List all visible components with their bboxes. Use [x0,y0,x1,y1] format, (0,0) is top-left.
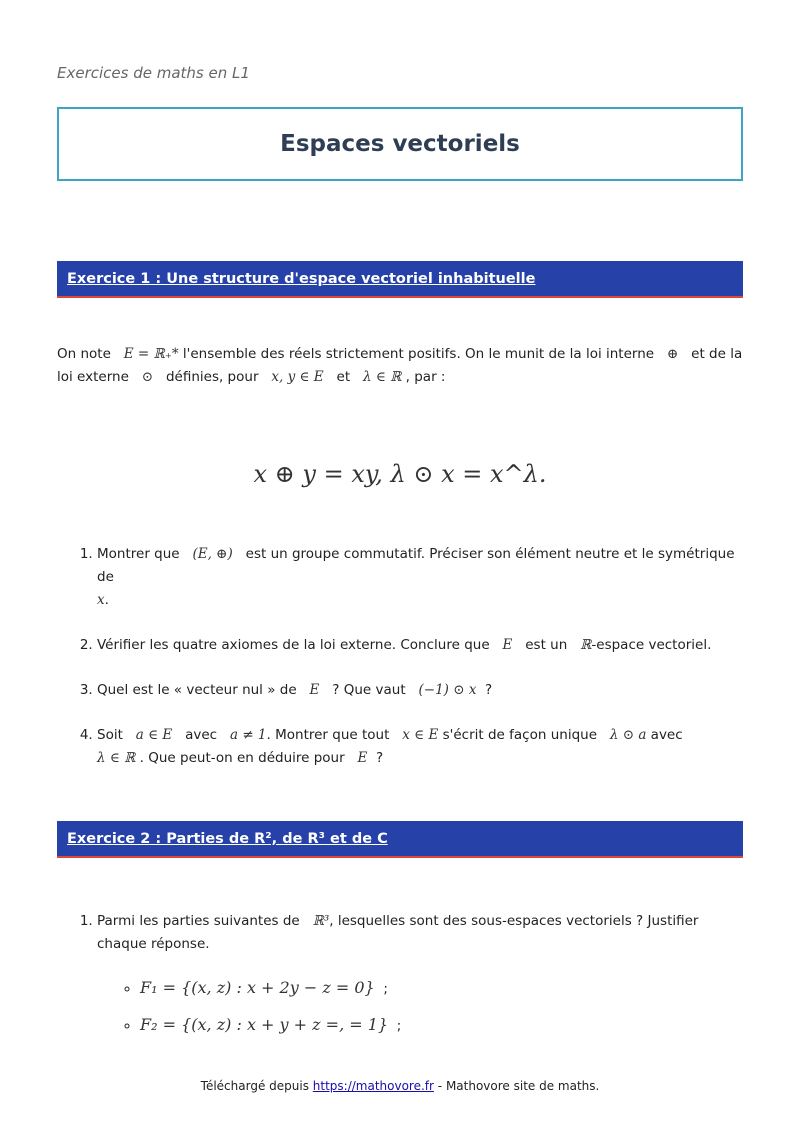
intro-text-5: et [336,369,351,385]
q3-math-2: (−1) ⊙ x [418,682,477,698]
q4-text-a: Soit [97,727,123,743]
exercise-1-title[interactable]: Exercice 1 : Une structure d'espace vectoriel inhabituelle [67,270,536,287]
ex2-q1-math-1: ℝ³ [312,913,330,929]
q4-math-4: λ ⊙ a [609,727,647,743]
footer [0,1079,800,1093]
footer-link[interactable]: https://mathovore.fr [312,1079,434,1093]
ex2-q1-text-b: , lesquelles sont des sous-espaces vectoriels ? Justifier chaque réponse. [97,913,699,952]
subset-f1 [140,978,401,997]
q1-math-2: x [97,592,105,608]
q1-text-a: Montrer que [97,546,180,562]
subset-f2 [140,1015,401,1034]
q2-text-c: -espace vectoriel. [591,637,712,653]
footer-text-after: - Mathovore site de maths. [437,1079,600,1093]
q4-text-f: . Que peut-on en déduire pour [139,750,345,766]
subset-f2-end: ; [396,1018,402,1034]
q4-text-e: avec [650,727,683,743]
q2-text-a: Vérifier les quatre axiomes de la loi externe. Conclure que [97,637,490,653]
display-equation: x ⊕ y = xy, λ ⊙ x = x^λ. [253,460,547,488]
q3-text-c: ? [485,682,493,698]
subset-f1-end: ; [383,981,388,997]
exercise-2-header [57,821,743,858]
q4-math-3: x ∈ E [402,727,439,743]
exercise-2-question-1 [97,910,747,956]
intro-text-1: On note [57,346,111,362]
question-4 [97,724,747,770]
intro-text-2: l'ensemble des réels strictement positifs. On le munit de la loi interne [182,346,655,362]
q2-text-b: est un [525,637,568,653]
title-box [57,107,743,181]
q3-text-a: Quel est le « vecteur nul » de [97,682,297,698]
exercise-2-subset-list [120,978,401,1052]
exercise-1-intro [57,343,747,389]
q1-math-1: (E, ⊕) [192,546,233,562]
intro-text-6: , par : [405,369,446,385]
intro-text-4: définies, pour [165,369,259,385]
question-2 [97,634,747,657]
q4-math-5: λ ∈ ℝ [97,750,136,766]
page-title: Espaces vectoriels [280,131,520,157]
q4-text-d: s'écrit de façon unique [442,727,597,743]
q1-text-b: est un groupe commutatif. Préciser son élément neutre et le symétrique de [97,546,735,585]
ex2-q1-text-a: Parmi les parties suivantes de [97,913,300,929]
q4-text-g: ? [376,750,384,766]
subset-f2-math: F₂ = {(x, z) : x + y + z =, = 1} [140,1015,389,1034]
q1-text-c: . [104,592,109,608]
math-e-definition: E = ℝ₊* [123,346,179,362]
q2-math-2: ℝ [580,637,592,653]
exercise-2-title[interactable]: Exercice 2 : Parties de R², de R³ et de C [67,830,388,847]
math-oplus: ⊕ [666,346,679,362]
q4-math-1: a ∈ E [135,727,173,743]
q4-text-b: avec [185,727,218,743]
question-1 [97,543,747,612]
q2-math-1: E [502,637,513,653]
subset-f1-math: F₁ = {(x, z) : x + 2y − z = 0} [140,978,375,997]
exercise-1-header [57,261,743,298]
q3-text-b: ? Que vaut [332,682,406,698]
exercise-1-questions [57,543,747,792]
q4-text-c: . Montrer que tout [266,727,390,743]
q4-math-2: a ≠ 1 [229,727,267,743]
q4-math-6: E [357,750,368,766]
q3-math-1: E [309,682,320,698]
math-x-y-in-e: x, y ∈ E [271,369,324,385]
question-3 [97,679,747,702]
footer-text-before: Téléchargé depuis [200,1079,309,1093]
exercise-2-questions [57,910,747,978]
math-odot: ⊙ [141,369,154,385]
math-lambda-in-r: λ ∈ ℝ [363,369,402,385]
document-subtitle: Exercices de maths en L1 [57,64,250,82]
intro-text-3: et de la loi externe [57,346,743,385]
